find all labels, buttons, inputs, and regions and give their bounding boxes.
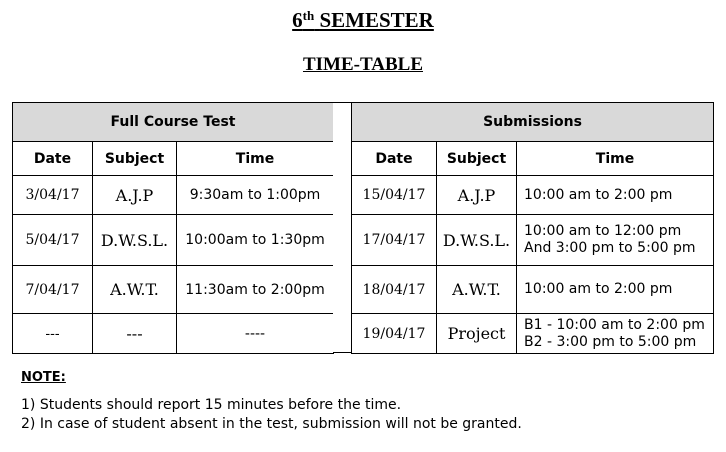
- column-header-time: Time: [177, 142, 334, 176]
- subject-cell: Project: [437, 314, 517, 354]
- column-header-date: Date: [352, 142, 437, 176]
- timetable-title: TIME-TABLE: [302, 54, 423, 75]
- column-header-subject: Subject: [93, 142, 177, 176]
- column-header-time: Time: [517, 142, 714, 176]
- note-line: 1) Students should report 15 minutes before the time.: [21, 397, 402, 413]
- full-course-test-heading: Full Course Test: [13, 103, 334, 142]
- full-course-test-table: [12, 102, 334, 354]
- column-header-subject: Subject: [437, 142, 517, 176]
- date-cell: 17/04/17: [352, 215, 437, 266]
- subject-cell: D.W.S.L.: [437, 215, 517, 266]
- time-cell: [517, 176, 714, 215]
- table-row: [13, 176, 334, 215]
- date-cell: 7/04/17: [13, 266, 93, 314]
- semester-title: 6th SEMESTER: [292, 8, 434, 32]
- submissions-heading: Submissions: [352, 103, 714, 142]
- subject-cell: A.W.T.: [93, 266, 177, 314]
- subject-cell: A.J.P: [93, 176, 177, 215]
- table-row: [352, 314, 714, 354]
- time-cell: 9:30am to 1:00pm: [177, 176, 334, 215]
- column-header-date: Date: [13, 142, 93, 176]
- time-line: 10:00 am to 2:00 pm: [524, 281, 673, 297]
- note-heading: NOTE:: [21, 370, 66, 385]
- table-row: [352, 176, 714, 215]
- time-cell: [517, 314, 714, 354]
- time-line: B1 - 10:00 am to 2:00 pm: [524, 316, 705, 333]
- subject-cell: A.J.P: [437, 176, 517, 215]
- date-cell: ---: [13, 314, 93, 354]
- time-cell: 10:00am to 1:30pm: [177, 215, 334, 266]
- table-row: [13, 266, 334, 314]
- time-line: And 3:00 pm to 5:00 pm: [524, 240, 696, 256]
- table-row: [352, 215, 714, 266]
- time-cell: [517, 215, 714, 266]
- table-row: [352, 266, 714, 314]
- table-row: [13, 314, 334, 354]
- time-line: 10:00 am to 12:00 pm: [524, 223, 682, 239]
- time-line: 10:00 am to 2:00 pm: [524, 186, 673, 203]
- date-cell: 5/04/17: [13, 215, 93, 266]
- date-cell: 18/04/17: [352, 266, 437, 314]
- table-row: [13, 215, 334, 266]
- date-cell: 3/04/17: [13, 176, 93, 215]
- time-cell: ----: [177, 314, 334, 354]
- note-line: 2) In case of student absent in the test, submission will not be granted.: [21, 416, 522, 432]
- date-cell: 15/04/17: [352, 176, 437, 215]
- time-line: B2 - 3:00 pm to 5:00 pm: [524, 333, 697, 350]
- submissions-table: [351, 102, 714, 354]
- subject-cell: A.W.T.: [437, 266, 517, 314]
- time-cell: 11:30am to 2:00pm: [177, 266, 334, 314]
- date-cell: 19/04/17: [352, 314, 437, 354]
- time-cell: [517, 266, 714, 314]
- subject-cell: ---: [93, 314, 177, 354]
- table-divider: [333, 102, 351, 353]
- subject-cell: D.W.S.L.: [93, 215, 177, 266]
